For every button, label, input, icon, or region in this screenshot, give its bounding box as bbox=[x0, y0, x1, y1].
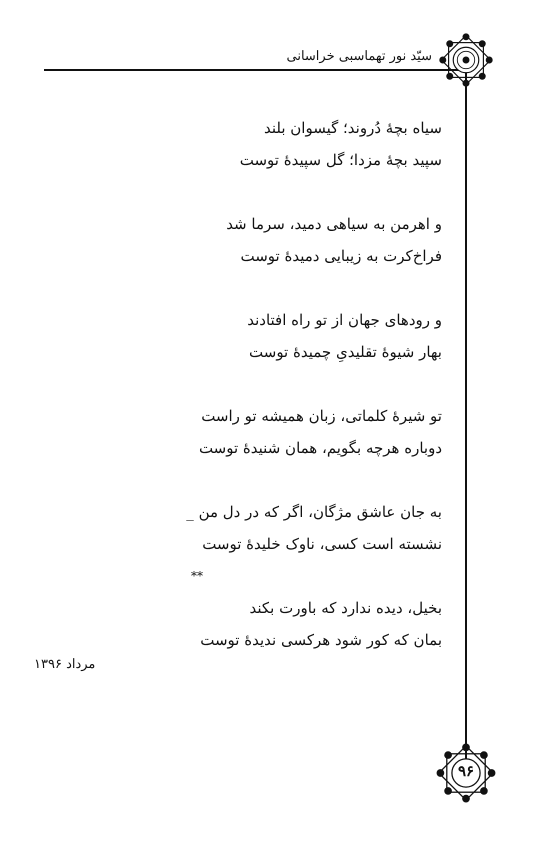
poem-date: مرداد ۱۳۹۶ bbox=[34, 657, 96, 672]
stanza bbox=[102, 400, 442, 464]
verse-line: بخیل، دیده ندارد که باورت بکند bbox=[249, 599, 442, 617]
poem-body bbox=[102, 112, 442, 656]
verse-line: تو شیرهٔ کلماتی، زبان همیشه تو راست bbox=[201, 407, 442, 425]
page-number: ۹۶ bbox=[457, 762, 475, 780]
final-stanza bbox=[102, 592, 442, 656]
verse-line: دوباره هرچه بگویم، همان شنیدهٔ توست bbox=[198, 439, 442, 457]
verse-line: و رودهای جهان از تو راه افتادند bbox=[247, 311, 442, 329]
verse-line: بمان که کور شود هرکسی ندیدهٔ توست bbox=[200, 631, 442, 649]
header-rule bbox=[44, 69, 464, 71]
stanza-separator: ** bbox=[191, 569, 203, 583]
running-header-author: سیّد نور تهماسبی خراسانی bbox=[286, 49, 432, 64]
margin-rule bbox=[465, 70, 467, 770]
verse-line: به جان عاشق مژگان، اگر که در دل من _ bbox=[186, 503, 442, 521]
verse-line: نشسته است کسی، ناوک خلیدهٔ توست bbox=[202, 535, 442, 553]
verse-line: سپید بچهٔ مزدا؛ گل سپیدهٔ توست bbox=[239, 151, 442, 169]
verse-line: بهار شیوهٔ تقلیدیِ چمیدهٔ توست bbox=[249, 343, 442, 361]
stanza bbox=[102, 304, 442, 368]
stanza bbox=[102, 112, 442, 176]
verse-line: و اهرمن به سیاهی دمید، سرما شد bbox=[226, 215, 442, 233]
verse-line: سیاه بچهٔ دُروند؛ گیسوان بلند bbox=[263, 119, 442, 137]
rosette-ornament-icon bbox=[437, 31, 495, 89]
verse-line: فراخ‌کرت به زیبایی دمیدهٔ توست bbox=[240, 247, 442, 265]
stanza bbox=[102, 496, 442, 560]
stanza bbox=[102, 208, 442, 272]
